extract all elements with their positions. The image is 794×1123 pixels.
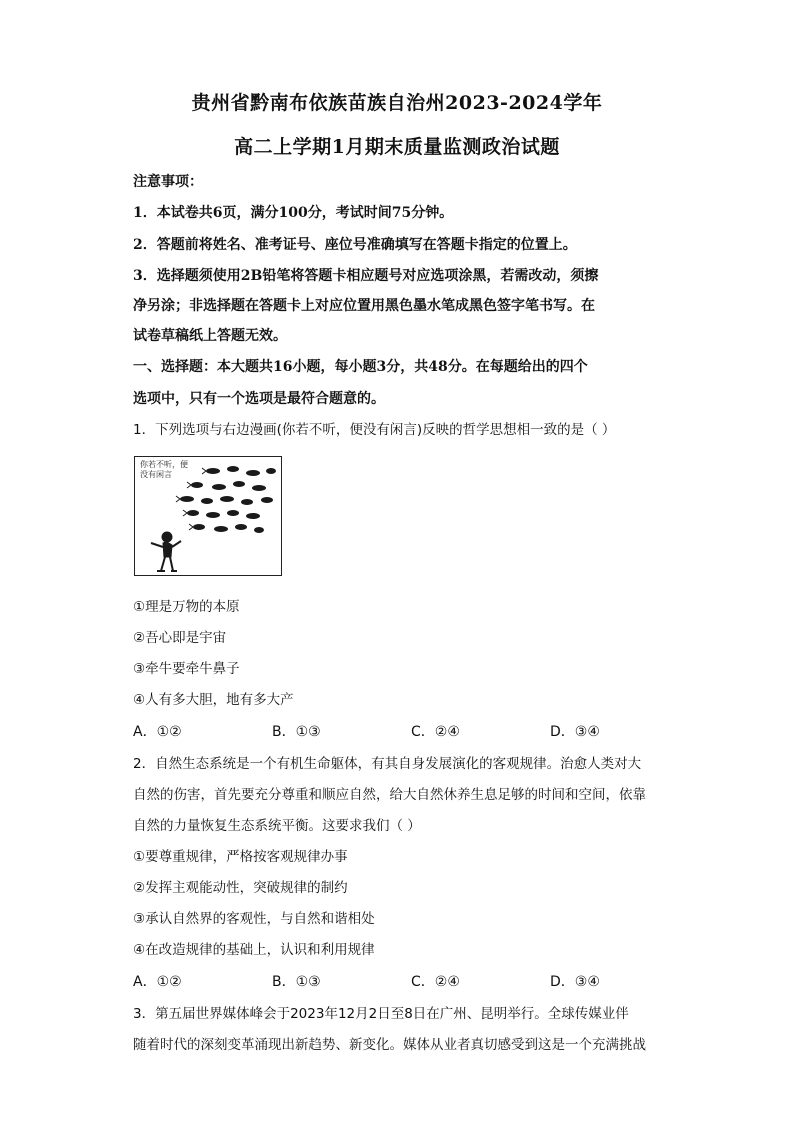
section-1-heading-line-2: 选项中，只有一个选项是最符合题意的。 <box>133 391 385 407</box>
note-item-3-line-1: 3．选择题须使用2B铅笔将答题卡相应题号对应选项涂黑，若需改动，须擦 <box>133 268 599 284</box>
cartoon-drawing <box>135 457 282 576</box>
question-2-statement-4: ④在改造规律的基础上，认识和利用规律 <box>133 942 375 958</box>
cartoon-caption: 你若不听，便 没有闲言 <box>140 460 188 479</box>
question-2-statement-2: ②发挥主观能动性，突破规律的制约 <box>133 880 348 896</box>
question-1-statement-1: ①理是万物的本原 <box>133 599 240 615</box>
question-2-option-a[interactable]: A．①② <box>133 974 182 990</box>
question-1-option-d[interactable]: D．③④ <box>550 724 600 740</box>
question-1-statement-2: ②吾心即是宇宙 <box>133 630 227 646</box>
question-2-option-d[interactable]: D．③④ <box>550 974 600 990</box>
question-1-options <box>133 721 661 741</box>
question-1-option-b[interactable]: B．①③ <box>272 724 321 740</box>
question-2-stem-line-1: 2．自然生态系统是一个有机生命躯体，有其自身发展演化的客观规律。治愈人类对大 <box>133 756 642 772</box>
section-1-heading-line-1: 一、选择题：本大题共16小题，每小题3分，共48分。在每题给出的四个 <box>133 359 588 375</box>
notes-heading: 注意事项： <box>133 174 203 190</box>
question-2-option-b[interactable]: B．①③ <box>272 974 321 990</box>
question-2-stem-line-3: 自然的力量恢复生态系统平衡。这要求我们（ ） <box>133 818 421 834</box>
note-item-1: 1．本试卷共6页，满分100分，考试时间75分钟。 <box>133 205 454 221</box>
question-1-stem: 1．下列选项与右边漫画(你若不听，便没有闲言)反映的哲学思想相一致的是（ ） <box>133 422 616 438</box>
note-item-2: 2．答题前将姓名、准考证号、座位号准确填写在答题卡指定的位置上。 <box>133 237 577 253</box>
note-item-3-line-2: 净另涂；非选择题在答题卡上对应位置用黑色墨水笔成黑色签字笔书写。在 <box>133 298 595 314</box>
question-3-stem-line-1: 3．第五届世界媒体峰会于2023年12月2日至8日在广州、昆明举行。全球传媒业伴 <box>133 1006 629 1022</box>
question-1-statement-4: ④人有多大胆，地有多大产 <box>133 692 294 708</box>
question-1-option-c[interactable]: C．②④ <box>411 724 460 740</box>
question-2-options <box>133 971 661 991</box>
question-2-stem-line-2: 自然的伤害，首先要充分尊重和顺应自然，给大自然休养生息足够的时间和空间，依靠 <box>133 787 646 803</box>
doc-title-line-1: 贵州省黔南布依族苗族自治州2023-2024学年 <box>191 92 603 114</box>
question-1-option-a[interactable]: A．①② <box>133 724 182 740</box>
question-1-statement-3: ③牵牛要牵牛鼻子 <box>133 661 240 677</box>
question-2-statement-1: ①要尊重规律，严格按客观规律办事 <box>133 849 348 865</box>
cartoon-figure <box>151 532 181 571</box>
question-2-option-c[interactable]: C．②④ <box>411 974 460 990</box>
note-item-3-line-3: 试卷草稿纸上答题无效。 <box>133 328 287 344</box>
question-3-stem-line-2: 随着时代的深刻变革涌现出新趋势、新变化。媒体从业者真切感受到这是一个充满挑战 <box>133 1037 646 1053</box>
doc-title-line-2: 高二上学期1月期末质量监测政治试题 <box>234 136 560 158</box>
question-1-cartoon <box>134 456 282 576</box>
question-2-statement-3: ③承认自然界的客观性，与自然和谐相处 <box>133 911 375 927</box>
